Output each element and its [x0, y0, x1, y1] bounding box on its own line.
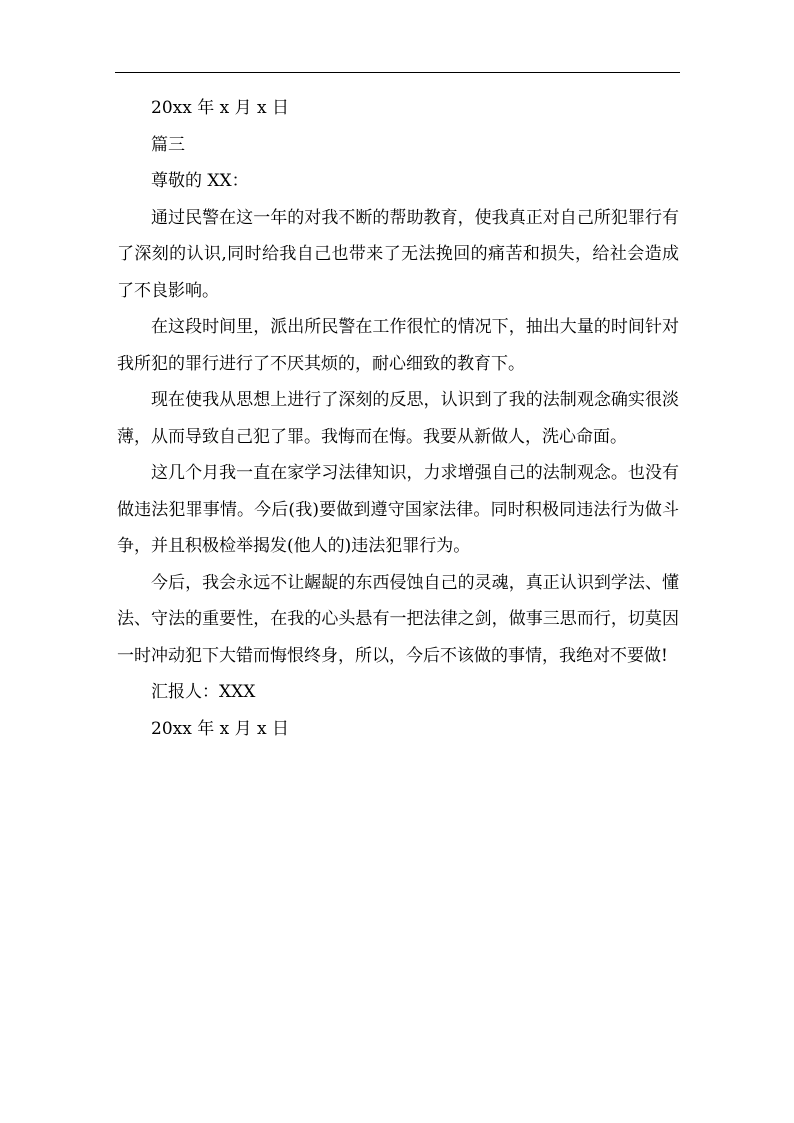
- date-top: 20xx 年 x 月 x 日: [151, 98, 290, 118]
- paragraph: 在这段时间里，派出所民警在工作很忙的情况下，抽出大量的时间针对我所犯的罪行进行了不厌其烦的，耐心细致的教育下。: [117, 317, 679, 374]
- paragraph: 这几个月我一直在家学习法律知识，力求增强自己的法制观念。也没有做违法犯罪事情。今后(我)要做到遵守国家法律。同时积极同违法行为做斗争，并且积极检举揭发(他人的)违法犯罪行为。: [117, 463, 679, 556]
- document-body: [117, 90, 679, 747]
- paragraph: 现在使我从思想上进行了深刻的反思，认识到了我的法制观念确实很淡薄，从而导致自己犯了罪。我悔而在悔。我要从新做人，洗心命面。: [117, 390, 679, 447]
- salutation: 尊敬的 XX：: [151, 171, 249, 191]
- header-rule: [115, 72, 680, 73]
- reporter: 汇报人：XXX: [151, 682, 256, 702]
- paragraph: 通过民警在这一年的对我不断的帮助教育，使我真正对自己所犯罪行有了深刻的认识,同时给我自己也带来了无法挽回的痛苦和损失，给社会造成了不良影响。: [117, 207, 679, 301]
- date-bottom: 20xx 年 x 月 x 日: [151, 718, 290, 739]
- paragraph: 今后，我会永远不让龌龊的东西侵蚀自己的灵魂，真正认识到学法、懂法、守法的重要性，在我的心头悬有一把法律之剑，做事三思而行，切莫因一时冲动犯下大错而悔恨终身，所以，今后不该做的事情，我绝对不要做!: [117, 572, 679, 666]
- section-title: 篇三: [151, 134, 185, 155]
